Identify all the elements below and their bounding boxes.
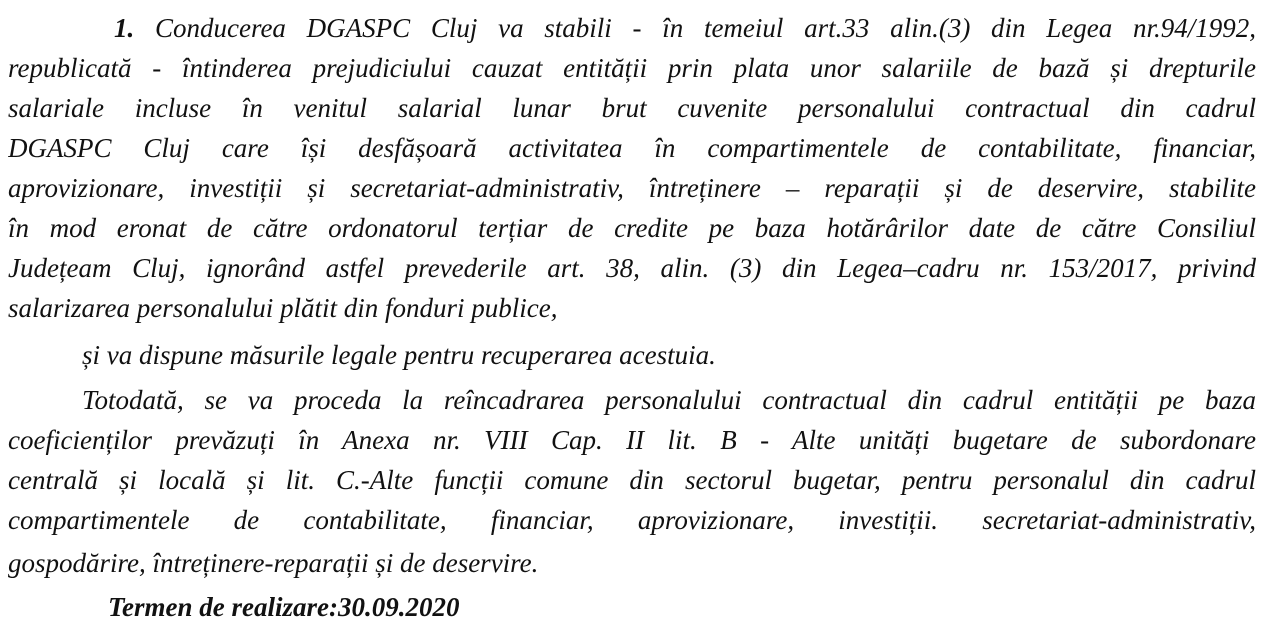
paragraph-1-line: salarizarea personalului plătit din fonduri publice, bbox=[8, 293, 558, 323]
paragraph-1-line: Județeam Cluj, ignorând astfel prevederile art. 38, alin. (3) din Legea–cadru nr. 153/2017, privind bbox=[8, 253, 1256, 283]
paragraph-3-line: gospodărire, întreținere-reparații și de deservire. bbox=[8, 548, 539, 578]
paragraph-1-line: salariale incluse în venitul salarial lunar brut cuvenite personalului contractual din cadrul bbox=[8, 93, 1256, 123]
paragraph-1-line: DGASPC Cluj care își desfășoară activitatea în compartimentele de contabilitate, financiar, bbox=[8, 133, 1256, 163]
paragraph-3-line: centrală și locală și lit. C.-Alte funcții comune din sectorul bugetar, pentru personalul din cadrul bbox=[8, 465, 1256, 495]
paragraph-1-line: republicată - întinderea prejudiciului cauzat entității prin plata unor salariile de bază și drepturile bbox=[8, 53, 1256, 83]
paragraph-1-text: Conducerea DGASPC Cluj va stabili - în temeiul art.33 alin.(3) din Legea nr.94/1992, bbox=[154, 13, 1256, 43]
paragraph-1-line: aprovizionare, investiții și secretariat-administrativ, întreținere – reparații și de deservire, stabilite bbox=[8, 173, 1256, 203]
paragraph-3-line: Totodată, se va proceda la reîncadrarea personalului contractual din cadrul entității pe baza bbox=[82, 385, 1256, 415]
deadline-text: Termen de realizare:30.09.2020 bbox=[108, 592, 460, 622]
paragraph-3-line: coeficienților prevăzuți în Anexa nr. VIII Cap. II lit. B - Alte unități bugetare de subordonare bbox=[8, 425, 1256, 455]
paragraph-1-line: în mod eronat de către ordonatorul terțiar de credite pe baza hotărârilor date de către Consiliul bbox=[8, 213, 1256, 243]
paragraph-1-line bbox=[114, 8, 1256, 48]
paragraph-2-line: și va dispune măsurile legale pentru recuperarea acestuia. bbox=[82, 340, 716, 370]
item-number: 1. bbox=[114, 13, 135, 43]
paragraph-3-line: compartimentele de contabilitate, financiar, aprovizionare, investiții. secretariat-administrativ, bbox=[8, 505, 1256, 535]
